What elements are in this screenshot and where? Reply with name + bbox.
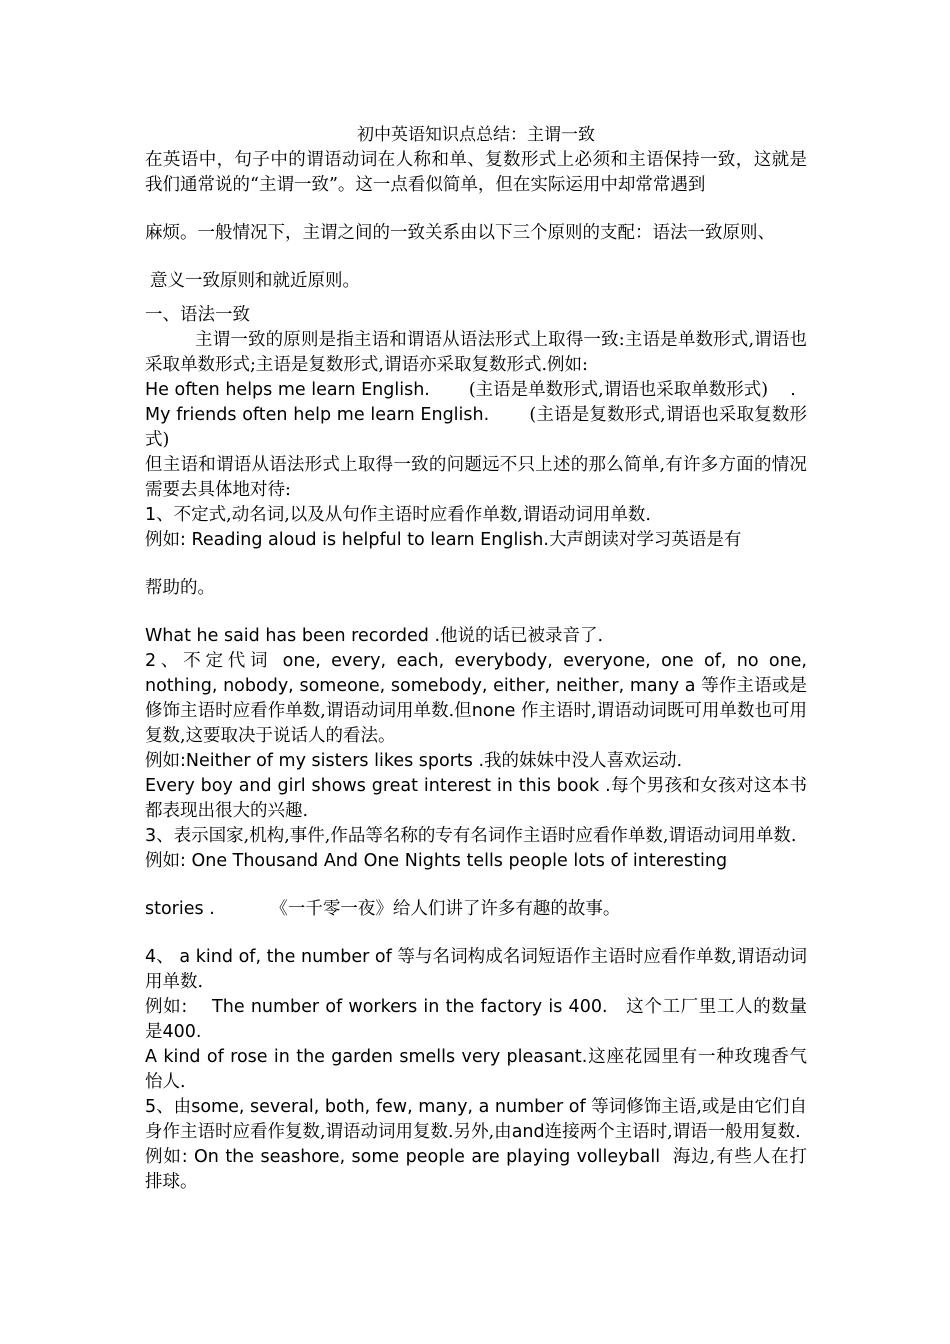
rule-4-phrase-list: a kind of, the number of <box>173 947 398 967</box>
intro-paragraph-line2: 麻烦。一般情况下，主谓之间的一致关系由以下三个原则的支配：语法一致原则、 <box>145 223 775 243</box>
rule-4-example-2-en: A kind of rose in the garden smells very pleasant. <box>145 1047 588 1067</box>
rule-2-text-c: 作主语时,谓语动词既可用单数也可用复数,这要取决于说话人的看法。 <box>145 701 808 746</box>
rule-5-number: 5 <box>145 1097 157 1117</box>
rule-1-example-2-zh: 他说的话已被录音了. <box>440 626 604 646</box>
section-body: 主谓一致的原则是指主语和谓语从语法形式上取得一致:主语是单数形式,谓语也采取单数形式;主语是复数形式,谓语亦采取复数形式.例如: <box>145 330 807 375</box>
rule-2-example-2-zh: 每个男孩和女孩对这本书都表现出很大的兴趣. <box>145 776 807 821</box>
example-1-en: He often helps me learn English. <box>145 380 430 400</box>
rule-4-example-1 <box>145 995 807 1045</box>
example-1 <box>145 378 807 403</box>
rule-3-example-cont-en: stories . <box>145 899 215 919</box>
intro-paragraph-line1: 在英语中，句子中的谓语动词在人称和单、复数形式上必须和主语保持一致，这就是我们通常说的“主谓一致”。这一点看似简单，但在实际运用中却常常遇到 <box>145 150 807 195</box>
rule-5 <box>145 1095 807 1145</box>
rule-1-example-1 <box>145 528 807 553</box>
rule-5-text-b: 等词修饰主语,或是由它们自身作主语时应看作复数,谓语动词用复数.另外,由 <box>145 1097 808 1142</box>
rule-4-example-1-zh: 这个工厂里工人的数量是 <box>145 997 808 1042</box>
rule-5-example <box>145 1145 807 1195</box>
rule-5-example-zh: 海边,有些人在打排球。 <box>145 1147 807 1192</box>
intro-paragraph-line3: 意义一致原则和就近原则。 <box>150 271 360 291</box>
section-heading: 一、语法一致 <box>145 305 250 325</box>
rule-2-example-1-en: :Neither of my sisters likes sports . <box>180 751 485 771</box>
rule-5-text-a: 、由 <box>156 1097 192 1117</box>
rule-3 <box>145 824 807 849</box>
rule-2-example-1-zh: 我的妹妹中没人喜欢运动. <box>484 751 683 771</box>
rule-3-number: 3 <box>145 826 157 846</box>
rule-3-example-continued <box>145 897 807 922</box>
rule-2-text-b: 等作主语或是修饰主语时应看作单数,谓语动词用单数.但 <box>145 676 807 721</box>
rule-4-number: 4 <box>145 947 157 967</box>
example-1-zh: (主语是单数形式,谓语也采取单数形式) . <box>468 380 796 400</box>
rule-1-example-2 <box>145 624 807 649</box>
example-2-zh: (主语是复数形式,谓语也采取复数形式) <box>145 405 808 450</box>
document-page <box>145 118 807 1195</box>
rule-3-example <box>145 849 807 874</box>
rule-2-number: 2 <box>145 651 157 671</box>
rule-4-example-prefix: 例如 <box>145 997 182 1017</box>
rule-1-example-prefix: 例如 <box>145 530 180 550</box>
rule-2-text-a: 、不定代词 <box>156 651 273 671</box>
rule-2-example-2-en: Every boy and girl shows great interest in this book . <box>145 776 611 796</box>
rule-3-text: 、表示国家,机构,事件,作品等名称的专有名词作主语时应看作单数,谓语动词用单数. <box>156 826 797 846</box>
rule-1 <box>145 503 807 528</box>
rule-4-example-2 <box>145 1045 807 1095</box>
rule-4-example-2-zh: 这座花园里有一种玫瑰香气怡人. <box>145 1047 808 1092</box>
rule-5-and-word: and <box>511 1122 545 1142</box>
rule-4-text-b: 等与名词构成名词短语作主语时应看作单数,谓语动词用单数. <box>145 947 807 992</box>
rule-1-example-1-zh: 大声朗读对学习英语是有 <box>548 530 742 550</box>
example-2 <box>145 403 807 453</box>
rule-3-example-prefix: 例如 <box>145 851 180 871</box>
rule-4 <box>145 945 807 995</box>
transition-paragraph: 但主语和谓语从语法形式上取得一致的问题远不只上述的那么简单,有许多方面的情况需要去具体地对待: <box>145 455 807 500</box>
rule-1-example-1-continued: 帮助的。 <box>145 578 215 598</box>
rule-2-example-prefix: 例如 <box>145 751 180 771</box>
rule-1-number: 1 <box>145 505 157 525</box>
page-title: 初中英语知识点总结：主谓一致 <box>357 125 595 145</box>
rule-2-none-word: none <box>471 701 516 721</box>
rule-2-example-1 <box>145 749 807 774</box>
rule-4-example-1-en: : The number of workers in the factory is 400. <box>181 997 608 1017</box>
rule-2 <box>145 649 807 749</box>
rule-2-pronoun-list: one, every, each, everybody, everyone, one of, no one, nothing, nobody, someone, somebody, either, neither, many a <box>145 651 807 696</box>
rule-5-text-c: 连接两个主语时,谓语一般用复数. <box>544 1122 801 1142</box>
rule-5-example-prefix: 例如 <box>145 1147 182 1167</box>
example-2-en: My friends often help me learn English. <box>145 405 490 425</box>
rule-3-example-cont-zh: 《一千零一夜》给人们讲了许多有趣的故事。 <box>270 899 621 919</box>
rule-5-word-list: some, several, both, few, many, a number of <box>191 1097 592 1117</box>
rule-5-example-en: : On the seashore, some people are playing volleyball <box>181 1147 661 1167</box>
rule-1-example-2-en: What he said has been recorded . <box>145 626 441 646</box>
rule-2-example-2 <box>145 774 807 824</box>
rule-3-example-en: : One Thousand And One Nights tells people lots of interesting <box>180 851 728 871</box>
rule-4-example-1-number: 400. <box>162 1022 202 1042</box>
rule-1-example-1-en: : Reading aloud is helpful to learn English. <box>180 530 549 550</box>
rule-4-text-a: 、 <box>156 947 174 967</box>
rule-1-text: 、不定式,动名词,以及从句作主语时应看作单数,谓语动词用单数. <box>156 505 651 525</box>
